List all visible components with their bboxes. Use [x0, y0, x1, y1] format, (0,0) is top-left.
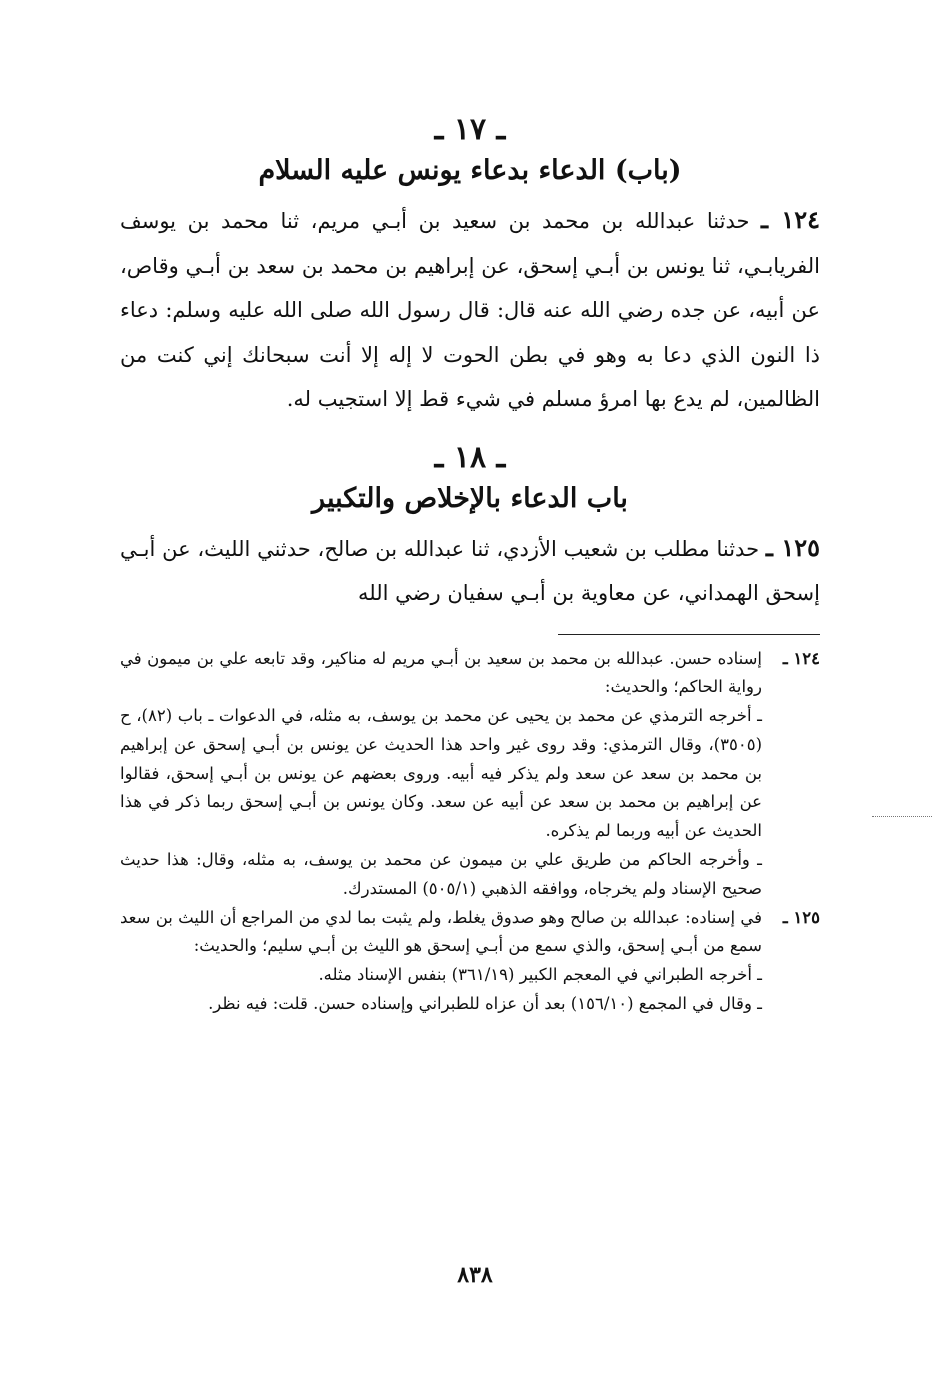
footnote-124-para-3: ـ وأخرجه الحاكم من طريق علي بن ميمون عن محمد بن يوسف، به مثله، وقال: هذا حديث صحيح الإسناد ولم يخرجاه، ووافقه الذهبي (٥٠٥/١) المستدرك. [120, 850, 762, 898]
section-18-title: باب الدعاء بالإخلاص والتكبير [312, 482, 628, 514]
footnote-124-para-1: إسناده حسن. عبدالله بن محمد بن سعيد بن أبـي مريم له مناكير، وقد تابعه علي بن ميمون في رواية الحاكم؛ والحديث: [120, 648, 762, 697]
footnote-125-para-3: ـ وقال في المجمع (١٥٦/١٠) بعد أن عزاه للطبراني وإسناده حسن. قلت: فيه نظر. [208, 994, 762, 1014]
hadith-125-text: حدثنا مطلب بن شعيب الأزدي، ثنا عبدالله بن صالح، حدثني الليث، عن أبـي إسحق الهمداني، عن معاوية بن أبـي سفيان رضي الله [120, 536, 820, 605]
footnote-125-para-1: في إسناده: عبدالله بن صالح وهو صدوق يغلط، ولم يثبت بما لدي من المراجع أن الليث بن سعد سمع من أبـي إسحق، والذي سمع من أبـي إسحق هو الليث بن أبـي سليم؛ والحديث: [120, 907, 762, 956]
footnote-separator [558, 634, 820, 635]
footnote-124-number: ١٢٤ ـ [782, 648, 820, 668]
footnote-125-number: ١٢٥ ـ [782, 907, 820, 927]
footnote-124 [120, 645, 820, 904]
margin-scan-mark [872, 816, 932, 817]
hadith-125-number: ١٢٥ ـ [765, 532, 820, 562]
footnote-125 [120, 904, 820, 1019]
page-content [120, 110, 820, 1019]
footnote-124-para-2: ـ أخرجه الترمذي عن محمد بن يحيى عن محمد بن يوسف، به مثله، في الدعوات ـ باب (٨٢)، ح (٣٥٠٥)، وقال الترمذي: وقد روى غير واحد هذا الحديث عن يونس بن أبـي إسحق عن إبراهيم بن محمد بن سعد عن سعد ولم يذكر فيه أبيه. وروى بعضهم عن يونس بن أبـي إسحق، فقالوا عن إبراهيم بن محمد بن سعد عن أبيه عن سعد. وكان يونس بن أبـي إسحق ربما ذكر في هذا الحديث عن أبيه وربما لم يذكره. [120, 706, 762, 841]
section-17-title: (باب) الدعاء بدعاء يونس عليه السلام [258, 155, 682, 186]
hadith-125 [120, 526, 820, 616]
section-18-number: ـ ١٨ ـ [434, 439, 506, 475]
hadith-124-text: حدثنا عبدالله بن محمد بن سعيد بن أبـي مريم، ثنا محمد بن يوسف الفريابـي، ثنا يونس بن أبـي إسحق، عن إبراهيم بن محمد بن سعد بن أبـي وقاص، عن أبيه، عن جده رضي الله عنه قال: قال رسول الله صلى الله عليه وسلم: دعاء ذا النون الذي دعا به وهو في بطن الحوت لا إله إلا أنت سبحانك إني كنت من الظالمين، لم يدع بها امرؤ مسلم في شيء قط إلا استجيب له. [120, 209, 820, 411]
section-17-number: ـ ١٧ ـ [434, 112, 506, 147]
page-number: ٨٣٨ [457, 1262, 493, 1288]
hadith-124 [120, 198, 820, 422]
footnote-125-para-2: ـ أخرجه الطبراني في المعجم الكبير (٣٦١/١٩) بنفس الإسناد مثله. [318, 965, 762, 985]
hadith-124-number: ١٢٤ ـ [761, 205, 820, 234]
